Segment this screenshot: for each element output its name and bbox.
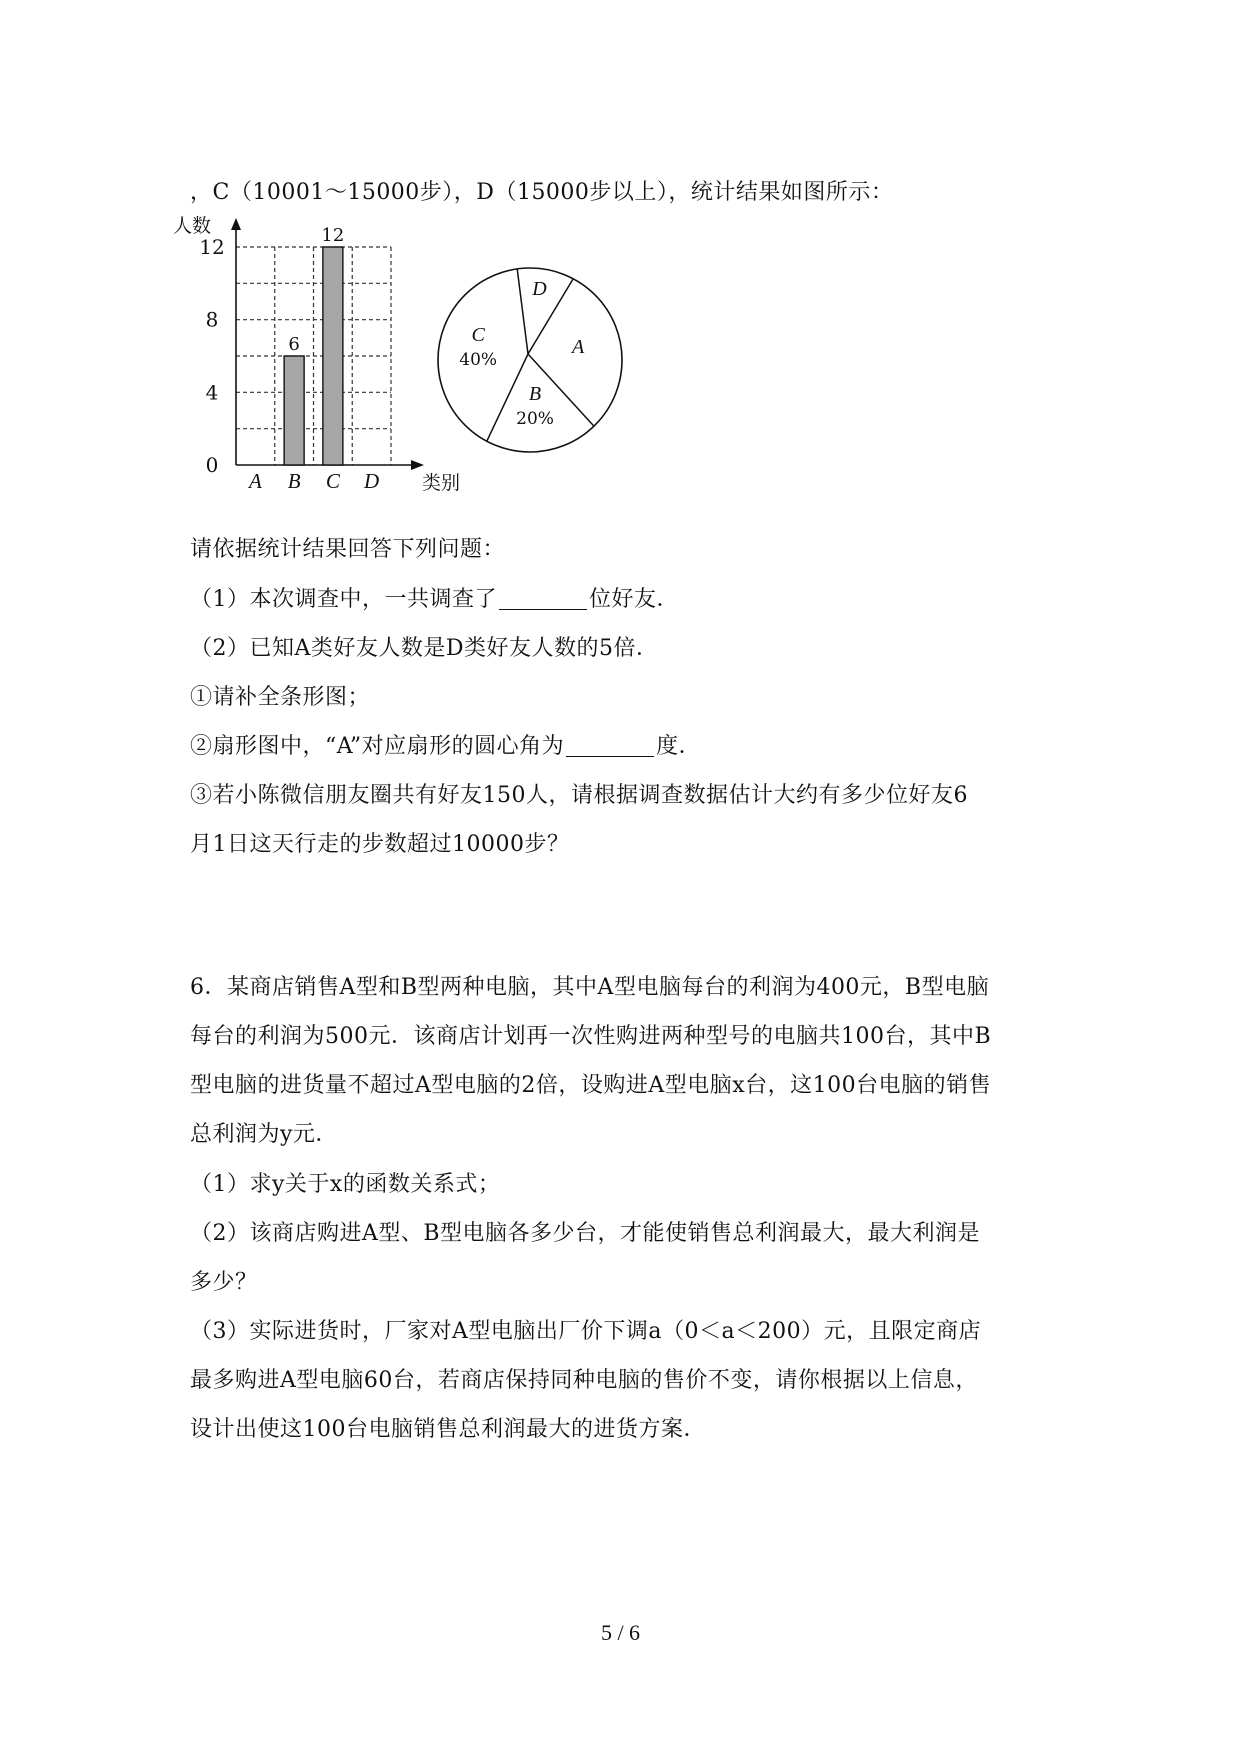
problem6-q2-line2: 多少？ [190, 1270, 258, 1295]
problem6-q3-line2: 最多购进A型电脑60台，若商店保持同种电脑的售价不变，请你根据以上信息， [190, 1368, 978, 1393]
figure-charts [170, 200, 730, 494]
question-1-text: （1）本次调查中，一共调查了 [190, 587, 497, 612]
problem6-line3: 型电脑的进货量不超过A型电脑的2倍，设购进A型电脑x台，这100台电脑的销售 [190, 1073, 992, 1098]
slice-label-B: B [528, 383, 542, 406]
problem6-line1: 6．某商店销售A型和B型两种电脑，其中A型电脑每台的利润为400元，B型电脑 [190, 975, 990, 1000]
x-tick-label: D [364, 469, 380, 493]
slice-percent-C: 40% [459, 350, 498, 371]
problem6-q2-line1: （2）该商店购进A型、B型电脑各多少台，才能使销售总利润最大，最大利润是 [190, 1221, 981, 1246]
x-axis-arrow [411, 460, 424, 470]
y-tick-label: 4 [205, 380, 219, 405]
instruction: 请依据统计结果回答下列问题： [190, 537, 506, 562]
question-1-tail: 位好友． [589, 587, 680, 612]
y-tick-label: 12 [199, 235, 225, 259]
x-tick-label: B [287, 469, 301, 493]
answer-blank-2[interactable] [566, 734, 654, 757]
data-label: 12 [321, 225, 345, 246]
x-axis-label: 类别 [421, 473, 461, 494]
question-2-2 [190, 732, 701, 762]
answer-blank-1[interactable] [499, 587, 587, 610]
slice-label-A: A [571, 335, 585, 358]
slice-label-D: D [532, 277, 547, 300]
y-tick-label: 8 [205, 307, 219, 332]
problem6-q1: （1）求y关于x的函数关系式； [190, 1172, 501, 1197]
problem5-intro: ，C（10001～15000步），D（15000步以上），统计结果如图所示： [190, 180, 894, 205]
y-tick-label: 0 [205, 453, 219, 477]
question-1 [190, 585, 679, 615]
slice-label-C: C [471, 324, 485, 347]
bar-B [284, 356, 304, 465]
bar-C [323, 247, 343, 465]
question-2-1: ①请补全条形图； [190, 685, 371, 710]
bar-chart [173, 215, 460, 494]
pie-chart [438, 268, 622, 452]
problem6-q3-line1: （3）实际进货时，厂家对A型电脑出厂价下调a（0＜a＜200）元，且限定商店 [190, 1319, 982, 1344]
page-number: 5 / 6 [600, 1620, 641, 1645]
question-2-2-tail: 度． [656, 734, 702, 759]
x-tick-label: C [325, 469, 340, 493]
y-axis-arrow [231, 218, 241, 230]
question-2-3-line1: ③若小陈微信朋友圈共有好友150人，请根据调查数据估计大约有多少位好友6 [190, 783, 968, 808]
question-2-2-text: ②扇形图中，“A”对应扇形的圆心角为 [190, 734, 565, 759]
problem6-line4: 总利润为y元． [190, 1122, 338, 1147]
problem6-line2: 每台的利润为500元．该商店计划再一次性购进两种型号的电脑共100台，其中B [190, 1024, 992, 1049]
question-2-3-line2: 月1日这天行走的步数超过10000步？ [190, 832, 570, 857]
x-tick-label: A [248, 469, 262, 493]
question-2: （2）已知A类好友人数是D类好友人数的5倍． [190, 636, 659, 661]
data-label: 6 [288, 334, 300, 355]
slice-percent-B: 20% [516, 409, 554, 430]
y-axis-label: 人数 [172, 216, 212, 237]
problem6-q3-line3: 设计出使这100台电脑销售总利润最大的进货方案． [190, 1417, 706, 1442]
